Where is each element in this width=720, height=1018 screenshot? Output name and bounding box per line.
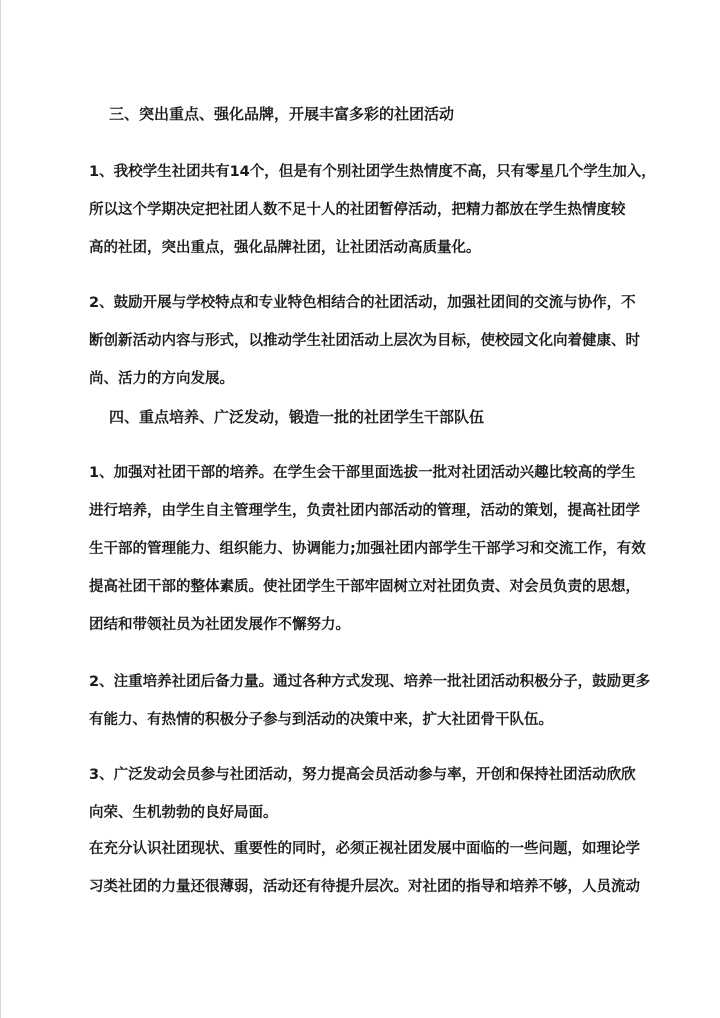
text-line: 提高社团干部的整体素质。使社团学生干部牢固树立对社团负责、对会员负责的思想， — [89, 579, 640, 595]
section-3-heading: 三、突出重点、强化品牌，开展丰富多彩的社团活动 — [109, 105, 455, 123]
text-line: 断创新活动内容与形式，以推动学生社团活动上层次为目标，使校园文化向着健康、时 — [89, 333, 640, 349]
text-line: 生干部的管理能力、组织能力、协调能力;加强社团内部学生干部学习和交流工作，有效 — [89, 541, 646, 557]
text-line: 有能力、有热情的积极分子参与到活动的决策中来，扩大社团骨干队伍。 — [89, 712, 553, 728]
text-line: 1、加强对社团干部的培养。在学生会干部里面选拔一批对社团活动兴趣比较高的学生 — [89, 465, 636, 481]
section-4-paragraph-1 — [89, 454, 646, 644]
text-line: 习类社团的力量还很薄弱，活动还有待提升层次。对社团的指导和培养不够，人员流动 — [89, 879, 640, 895]
text-line: 1、我校学生社团共有14个，但是有个别社团学生热情度不高，只有零星几个学生加入， — [89, 164, 656, 180]
section-4-heading: 四、重点培养、广泛发动，锻造一批的社团学生干部队伍 — [109, 408, 485, 426]
section-3-paragraph-2 — [89, 284, 639, 398]
closing-paragraph — [89, 830, 639, 906]
section-3-paragraph-1 — [89, 153, 656, 267]
text-line: 尚、活力的方向发展。 — [89, 371, 234, 387]
text-line: 2、注重培养社团后备力量。通过各种方式发现、培养一批社团活动积极分子，鼓励更多 — [89, 674, 651, 690]
text-line: 3、广泛发动会员参与社团活动，努力提高会员活动参与率，开创和保持社团活动欣欣 — [89, 767, 636, 783]
text-line: 2、鼓励开展与学校特点和专业特色相结合的社团活动，加强社团间的交流与协作，不 — [89, 295, 636, 311]
text-line: 进行培养，由学生自主管理学生，负责社团内部活动的管理，活动的策划，提高社团学 — [89, 503, 640, 519]
text-line: 向荣、生机勃勃的良好局面。 — [89, 805, 278, 821]
text-line: 高的社团，突出重点，强化品牌社团，让社团活动高质量化。 — [89, 240, 481, 256]
text-line: 团结和带领社员为社团发展作不懈努力。 — [89, 617, 350, 633]
text-line: 在充分认识社团现状、重要性的同时，必须正视社团发展中面临的一些问题，如理论学 — [89, 841, 640, 857]
section-4-paragraph-3 — [89, 756, 639, 832]
text-line: 所以这个学期决定把社团人数不足十人的社团暂停活动，把精力都放在学生热情度较 — [89, 202, 626, 218]
section-4-paragraph-2 — [89, 663, 651, 739]
